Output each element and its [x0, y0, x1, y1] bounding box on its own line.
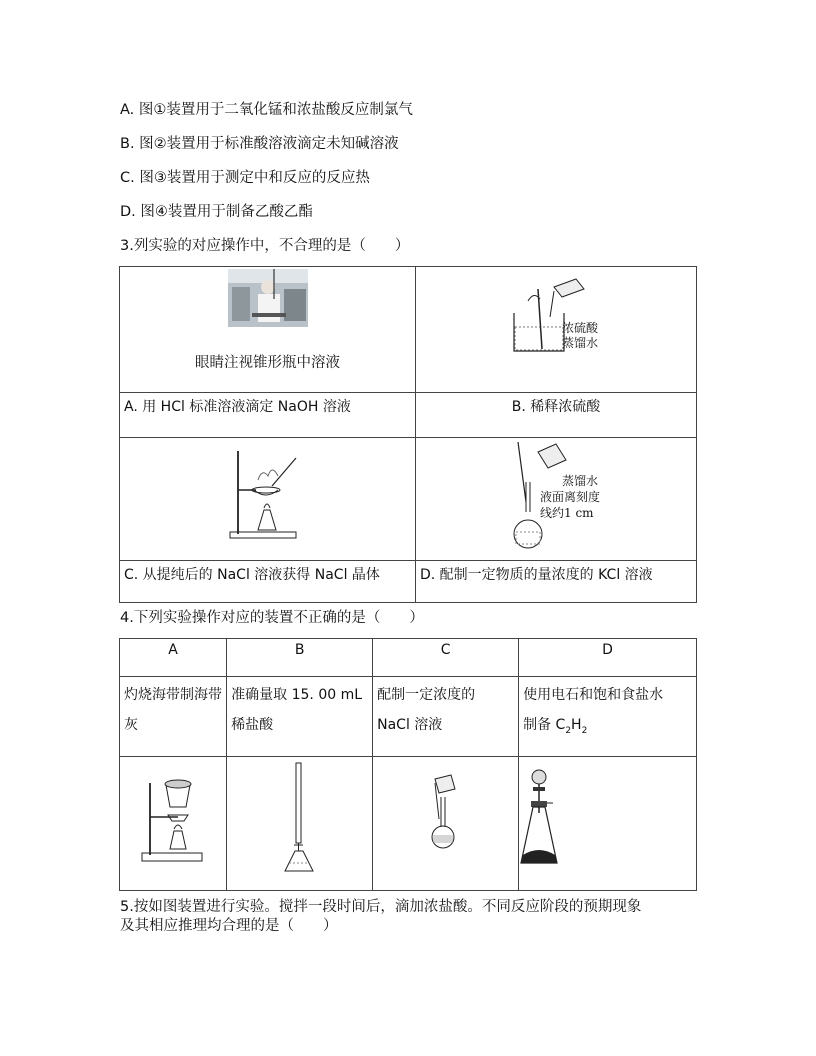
- option-b: B. 图②装置用于标准酸溶液滴定未知碱溶液: [120, 136, 399, 152]
- question-3-table: [119, 266, 697, 603]
- q4-b-text-line2: 稀盐酸: [231, 717, 274, 733]
- question-4-stem: 4.下列实验操作对应的装置不正确的是（ ）: [120, 610, 424, 626]
- label-conc-sulfuric-acid: 浓硫酸: [562, 321, 599, 335]
- label-distilled-water-d: 蒸馏水: [562, 474, 599, 488]
- question-5-line1: 5.按如图装置进行实验。搅拌一段时间后，滴加浓盐酸。不同反应阶段的预期现象: [120, 899, 642, 915]
- q4-d-sub-2: 2: [581, 725, 588, 736]
- q3-cell-a-figure: [120, 267, 416, 393]
- q4-d-formula-h: H: [571, 717, 582, 733]
- q4-desc-b: [227, 677, 373, 757]
- q4-fig-a: [120, 757, 227, 891]
- question-5-line2: 及其相应推理均合理的是（ ）: [120, 918, 338, 934]
- q4-c-text-line2: NaCl 溶液: [377, 717, 443, 733]
- q4-d-formula-prefix: 制备 C: [523, 717, 566, 733]
- q3-cell-b-figure: [416, 267, 697, 393]
- label-distilled-water: 蒸馏水: [562, 336, 599, 350]
- q3-cell-c-figure: [120, 438, 416, 561]
- q4-d-text-line2: [523, 710, 692, 746]
- q3-label-d: D. 配制一定物质的量浓度的 KCl 溶液: [416, 561, 697, 603]
- q4-header-b: B: [227, 639, 373, 677]
- q4-b-text-line1: 准确量取 15. 00 mL: [231, 687, 363, 703]
- label-liquid-level: 液面离刻度: [540, 490, 601, 504]
- q4-fig-c: [373, 757, 519, 891]
- q4-fig-b: [227, 757, 373, 891]
- q4-fig-d: [519, 757, 697, 891]
- option-a: A. 图①装置用于二氧化锰和浓盐酸反应制氯气: [120, 102, 413, 118]
- q4-header-d: D: [519, 639, 697, 677]
- q3-label-a: A. 用 HCl 标准溶液滴定 NaOH 溶液: [120, 393, 416, 438]
- q3-label-c: C. 从提纯后的 NaCl 溶液获得 NaCl 晶体: [120, 561, 416, 603]
- question-4-table: [119, 638, 697, 891]
- option-d: D. 图④装置用于制备乙酸乙酯: [120, 204, 313, 220]
- q4-desc-c: [373, 677, 519, 757]
- q4-desc-d: [519, 677, 697, 757]
- evaporation-apparatus: [228, 446, 308, 541]
- burette-flask-apparatus: [275, 761, 325, 877]
- titration-photo: [228, 269, 308, 327]
- crucible-apparatus: [140, 771, 206, 867]
- acetylene-apparatus: [519, 763, 579, 873]
- q4-header-c: C: [373, 639, 519, 677]
- q3-label-b: B. 稀释浓硫酸: [416, 393, 697, 438]
- q4-desc-a: [120, 677, 227, 757]
- option-c: C. 图③装置用于测定中和反应的反应热: [120, 170, 370, 186]
- q3-cell-a-caption: 眼睛注视锥形瓶中溶液: [195, 355, 340, 371]
- q4-c-text-line1: 配制一定浓度的: [377, 687, 476, 703]
- q4-header-a: A: [120, 639, 227, 677]
- volumetric-flask-pour: [421, 773, 471, 853]
- q4-a-text: 灼烧海带制海带灰: [124, 687, 222, 733]
- q4-d-sub-1: 2: [565, 725, 572, 736]
- q3-cell-d-figure: [416, 438, 697, 561]
- label-scale-line: 线约1 cm: [540, 506, 594, 520]
- q4-d-text-line1: 使用电石和饱和食盐水: [523, 687, 664, 703]
- question-3-stem: 3.列实验的对应操作中，不合理的是（ ）: [120, 238, 410, 254]
